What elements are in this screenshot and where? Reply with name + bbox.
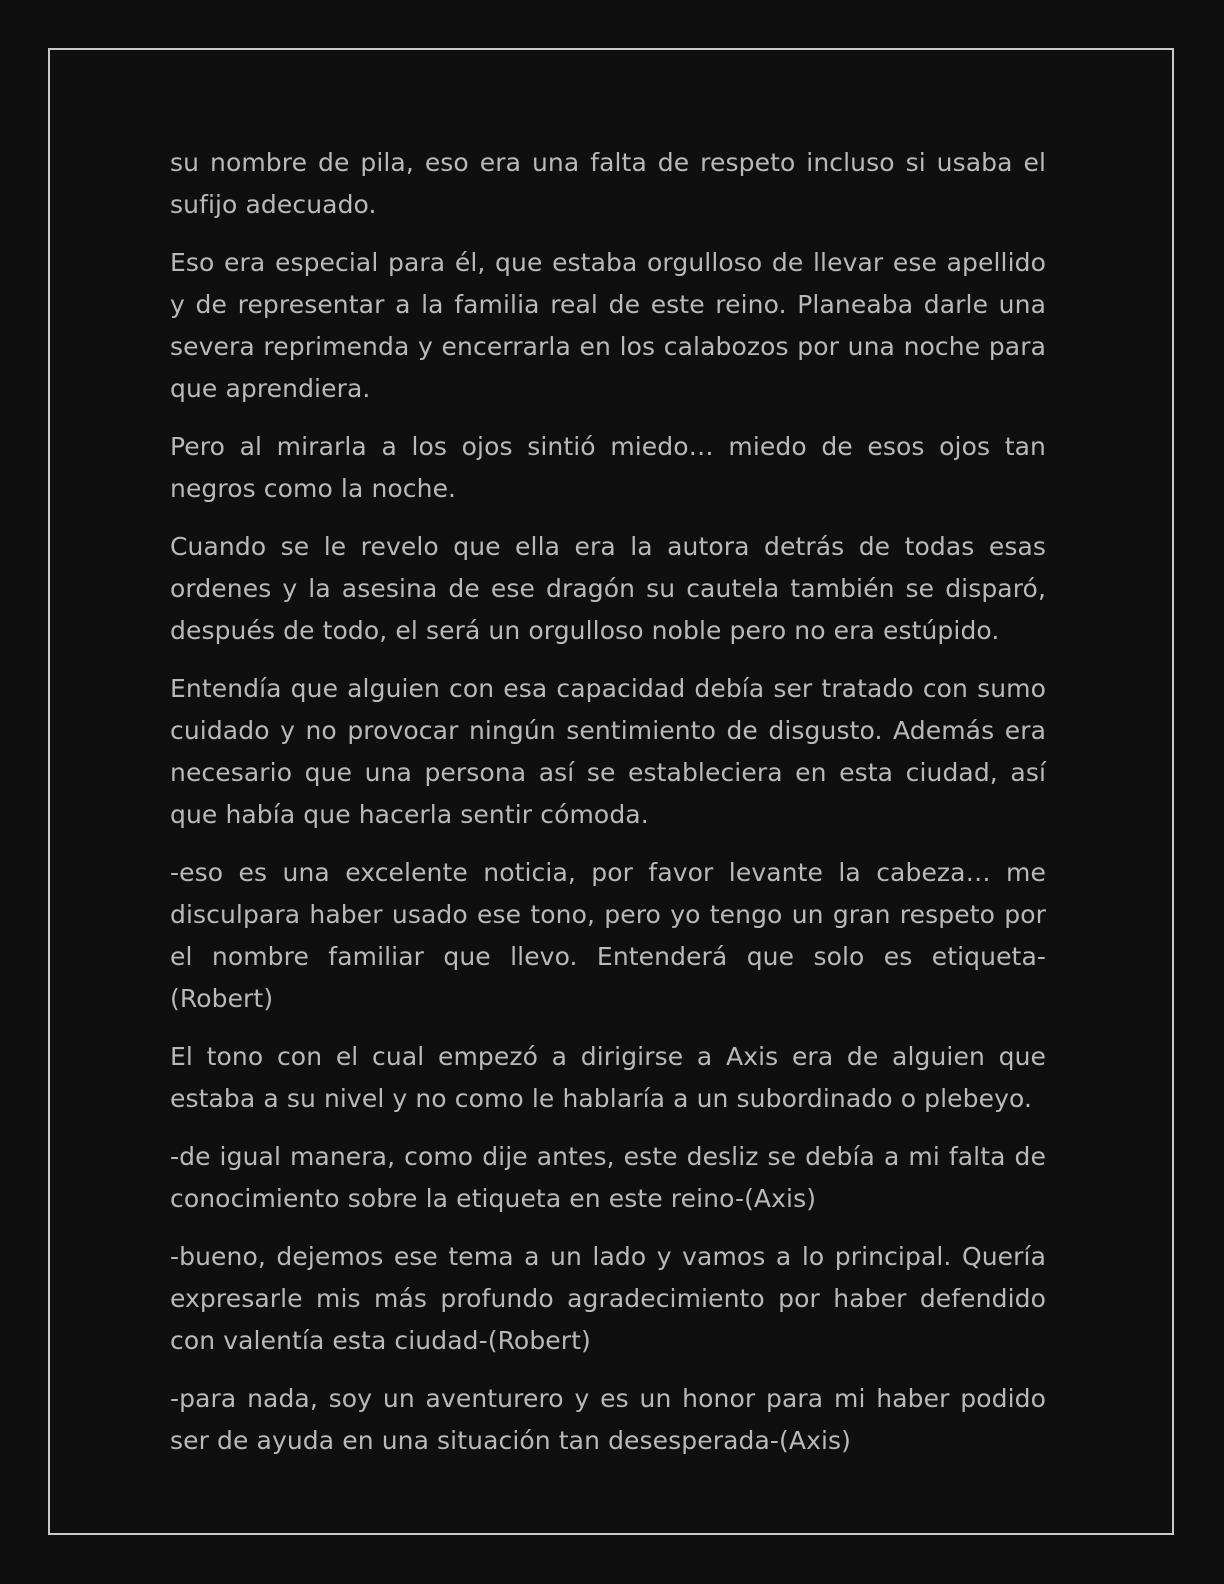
text-body bbox=[170, 142, 1046, 1478]
paragraph: Entendía que alguien con esa capacidad debía ser tratado con sumo cuidado y no provocar ningún sentimiento de disgusto. Además era necesario que una persona así se estableciera en esta ciudad, así que había que hacerla sentir cómoda. bbox=[170, 674, 1046, 829]
page-frame bbox=[48, 48, 1174, 1535]
dialogue-paragraph: -de igual manera, como dije antes, este desliz se debía a mi falta de conocimiento sobre la etiqueta en este reino-(Axis) bbox=[170, 1142, 1046, 1213]
dialogue-paragraph: -bueno, dejemos ese tema a un lado y vamos a lo principal. Quería expresarle mis más profundo agradecimiento por haber defendido con valentía esta ciudad-(Robert) bbox=[170, 1242, 1046, 1355]
paragraph: su nombre de pila, eso era una falta de respeto incluso si usaba el sufijo adecuado. bbox=[170, 148, 1046, 219]
paragraph: Pero al mirarla a los ojos sintió miedo… miedo de esos ojos tan negros como la noche. bbox=[170, 432, 1046, 503]
paragraph: Cuando se le revelo que ella era la autora detrás de todas esas ordenes y la asesina de ese dragón su cautela también se disparó, después de todo, el será un orgulloso noble pero no era estúpido. bbox=[170, 532, 1046, 645]
dialogue-paragraph: -para nada, soy un aventurero y es un honor para mi haber podido ser de ayuda en una situación tan desesperada-(Axis) bbox=[170, 1384, 1046, 1455]
paragraph: El tono con el cual empezó a dirigirse a Axis era de alguien que estaba a su nivel y no como le hablaría a un subordinado o plebeyo. bbox=[170, 1042, 1046, 1113]
paragraph: Eso era especial para él, que estaba orgulloso de llevar ese apellido y de representar a la familia real de este reino. Planeaba darle una severa reprimenda y encerrarla en los calabozos por una noche para que aprendiera. bbox=[170, 248, 1046, 403]
dialogue-paragraph: -eso es una excelente noticia, por favor levante la cabeza… me disculpara haber usado ese tono, pero yo tengo un gran respeto por el nombre familiar que llevo. Entenderá que solo es etiqueta-(Robert) bbox=[170, 858, 1046, 1013]
